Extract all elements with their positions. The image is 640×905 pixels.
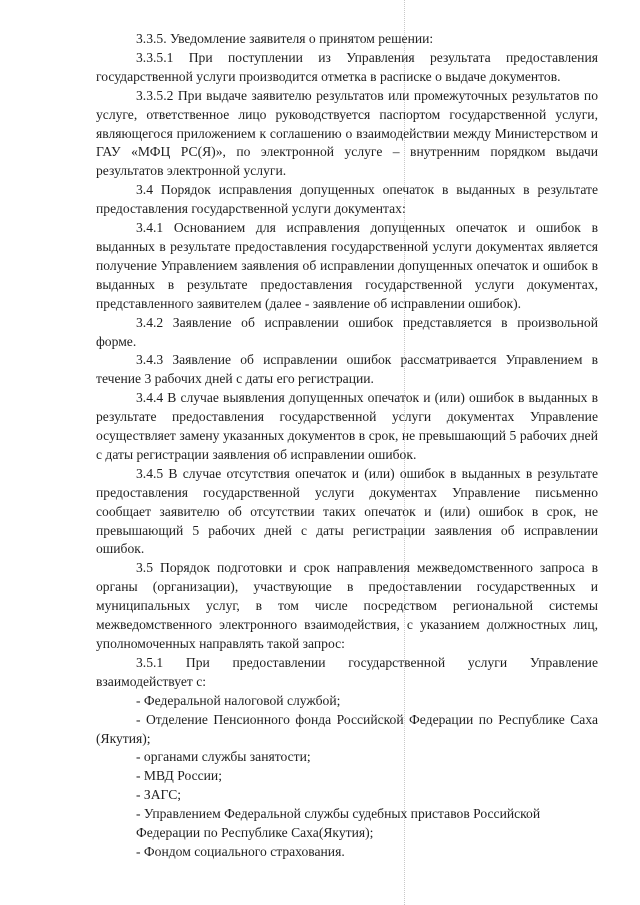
paragraph-3-5-1: 3.5.1 При предоставлении государственной услуги Управление взаимодействует с: [96, 654, 598, 689]
document-body [96, 30, 598, 862]
paragraph-3-4-3: 3.4.3 Заявление об исправлении ошибок рассматривается Управлением в течение 3 рабочих дней с даты его регистрации. [96, 352, 598, 387]
list-item-zags: - ЗАГС; [136, 787, 182, 803]
paragraph-3-4-5: 3.4.5 В случае отсутствия опечаток и (или) ошибок в выданных в результате предоставления государственной услуги документах Управление письменно сообщает заявителю об отсутствии таких опечаток и (или) ошибок в срок, не превышающий 5 рабочих дней с даты регистрации заявления об исправлении ошибок. [96, 465, 598, 557]
list-item-bailiffs: - Управлением Федеральной службы судебных приставов Российской Федерации по Республике Саха(Якутия); [136, 806, 541, 841]
paragraph-3-4-1: 3.4.1 Основанием для исправления допущенных опечаток и ошибок в выданных в результате предоставления государственной услуги документах является получение Управлением заявления об исправлении допущенных опечаток и ошибок в выданных в результате предоставления государственной услуги документах, представленного заявителем (далее - заявление об исправлении ошибок). [96, 220, 598, 311]
paragraph-3-4-2: 3.4.2 Заявление об исправлении ошибок представляется в произвольной форме. [96, 314, 598, 349]
paragraph-3-3-5: 3.3.5. Уведомление заявителя о принятом решении: [136, 31, 434, 46]
paragraph-3-4: 3.4 Порядок исправления допущенных опечаток в выданных в результате предоставления государственной услуги документах: [96, 182, 598, 217]
paragraph-3-5: 3.5 Порядок подготовки и срок направления межведомственного запроса в органы (организации), участвующие в предоставлении государственных и муниципальных услуг, в том числе посредством региональной системы межведомственного электронного взаимодействия, с указанием должностных лиц, уполномоченных направлять такой запрос: [96, 560, 598, 651]
paragraph-3-3-5-1: 3.3.5.1 При поступлении из Управления результата предоставления государственной услуги производится отметка в расписке о выдаче документов. [96, 49, 598, 84]
paragraph-3-4-4: 3.4.4 В случае выявления допущенных опечаток и (или) ошибок в выданных в результате предоставления государственной услуги документах Управление осуществляет замену указанных документов в срок, не превышающий 5 рабочих дней с даты регистрации заявления об исправлении ошибок. [96, 390, 598, 462]
paragraph-3-3-5-2: 3.3.5.2 При выдаче заявителю результатов или промежуточных результатов по услуге, ответственное лицо руководствуется паспортом государственной услуги, являющегося приложением к соглашению о взаимодействии между Министерством и ГАУ «МФЦ РС(Я)», по электронной услуге – внутренним порядком выдачи результатов электронной услуги. [96, 87, 598, 179]
list-item-employment-service: - органами службы занятости; [136, 749, 311, 765]
list-item-pension-fund: - Отделение Пенсионного фонда Российской Федерации по Республике Саха (Якутия); [96, 711, 598, 746]
list-item-tax-service: - Федеральной налоговой службой; [136, 692, 341, 708]
list-item-mvd: - МВД России; [136, 768, 222, 784]
list-item-social-insurance: - Фондом социального страхования. [136, 843, 345, 859]
